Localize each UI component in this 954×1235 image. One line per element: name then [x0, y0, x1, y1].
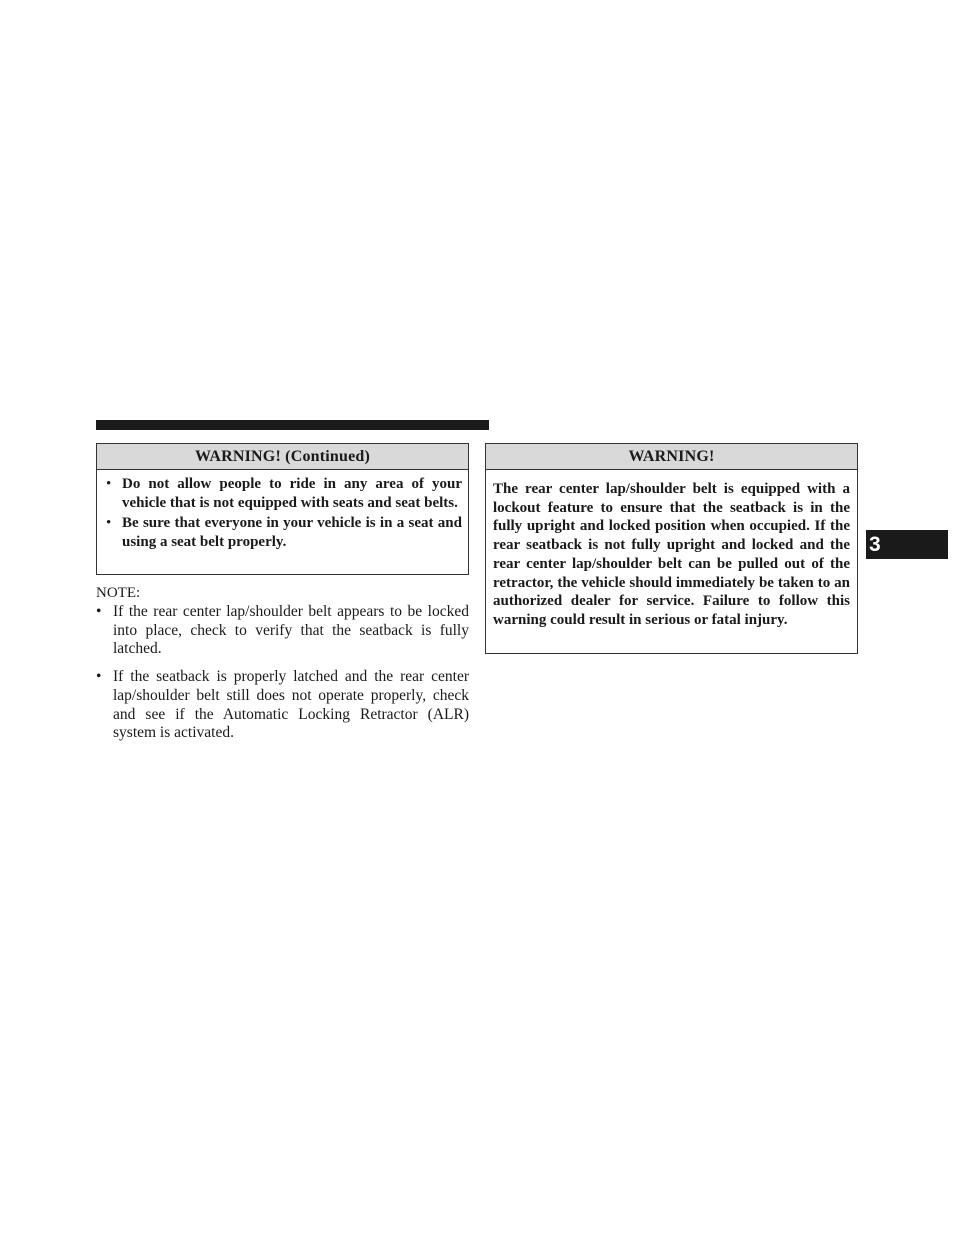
note-title: NOTE:	[96, 585, 141, 601]
chapter-tab: 3	[866, 530, 948, 559]
note-section	[96, 583, 469, 752]
warning-body: The rear center lap/shoulder belt is equipped with a lockout feature to ensure that the seatback is in the fully upright and locked position when occupied. If the rear seatback is not fully upright and locked and the rear center lap/shoulder belt can be pulled out of the retractor, the vehicle should immediately be taken to an authorized dealer for service. Failure to follow this warning could result in serious or fatal injury.	[493, 481, 850, 628]
note-item-text: If the rear center lap/shoulder belt appears to be locked into place, check to verify that the seatback is fully latched.	[113, 603, 469, 658]
list-item	[106, 514, 462, 552]
list-item	[96, 603, 469, 659]
warning-continued-box	[96, 443, 469, 575]
note-list	[96, 603, 469, 743]
warning-item-text: Be sure that everyone in your vehicle is in a seat and using a seat belt properly.	[122, 515, 462, 550]
list-item	[96, 668, 469, 743]
bullet-icon: •	[96, 668, 102, 686]
bullet-icon: •	[106, 476, 112, 492]
bullet-icon: •	[106, 515, 112, 531]
warning-header: WARNING!	[486, 444, 857, 470]
warning-item-text: Do not allow people to ride in any area of your vehicle that is not equipped with seats and seat belts.	[122, 476, 462, 511]
note-item-text: If the seatback is properly latched and the rear center lap/shoulder belt still does not operate properly, check and see if the Automatic Locking Retractor (ALR) system is activated.	[113, 668, 469, 742]
bullet-icon: •	[96, 603, 102, 620]
warning-continued-header: WARNING! (Continued)	[97, 444, 468, 470]
warning-continued-list	[97, 470, 468, 552]
section-rule	[96, 420, 489, 430]
list-item	[106, 475, 462, 513]
warning-box	[485, 443, 858, 654]
